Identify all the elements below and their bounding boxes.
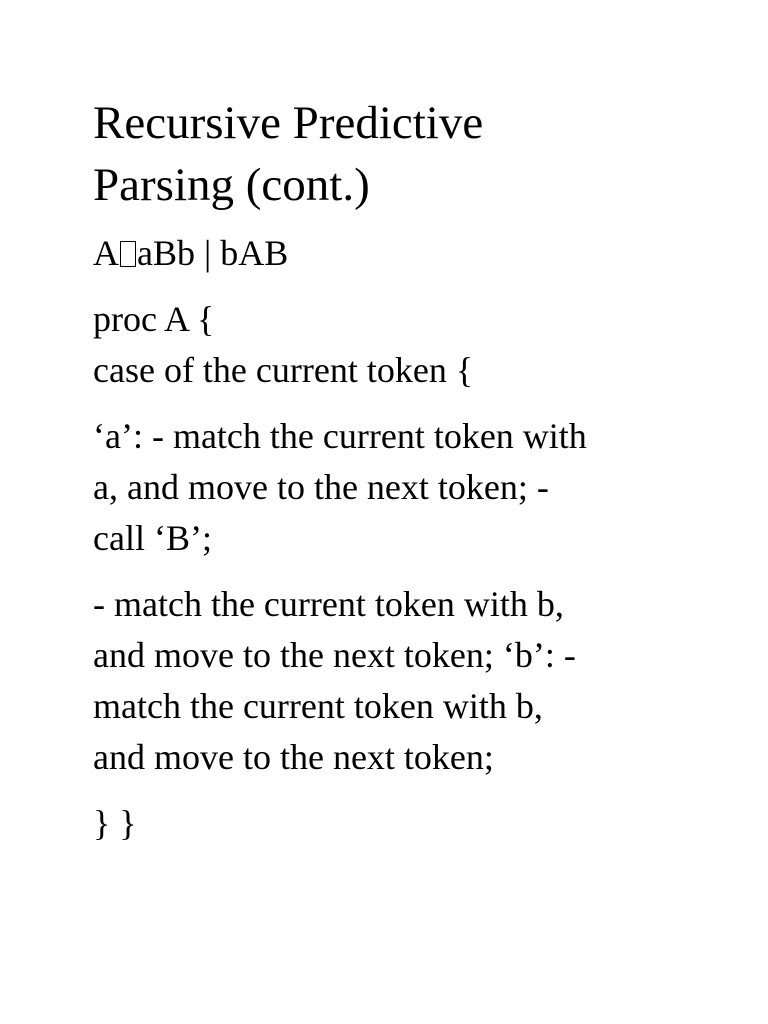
case-b-line-3: match the current token with b,	[93, 686, 543, 726]
proc-line-2: case of the current token {	[93, 350, 474, 390]
grammar-lhs: A	[93, 233, 119, 273]
case-b-line-2: and move to the next token; ‘b’: -	[93, 635, 576, 675]
case-a-line-2: a, and move to the next token; -	[93, 467, 549, 507]
proc-line-1: proc A {	[93, 299, 215, 339]
slide-page	[93, 92, 713, 864]
case-a-block	[93, 411, 713, 564]
title-line-2: Parsing (cont.)	[93, 159, 370, 211]
case-b-block	[93, 579, 713, 783]
title-line-1: Recursive Predictive	[93, 97, 484, 149]
grammar-line	[93, 228, 713, 279]
case-a-line-3: call ‘B’;	[93, 518, 212, 558]
grammar-rule	[93, 228, 713, 279]
slide-title	[93, 92, 713, 216]
case-a-line-1: ‘a’: - match the current token with	[93, 416, 587, 456]
grammar-rhs: aBb | bAB	[137, 233, 289, 273]
closing-braces	[93, 798, 713, 849]
case-b-line-4: and move to the next token;	[93, 737, 494, 777]
missing-glyph-icon	[120, 241, 136, 267]
closing-line: } }	[93, 803, 137, 843]
case-b-line-1: - match the current token with b,	[93, 584, 564, 624]
proc-header	[93, 294, 713, 396]
